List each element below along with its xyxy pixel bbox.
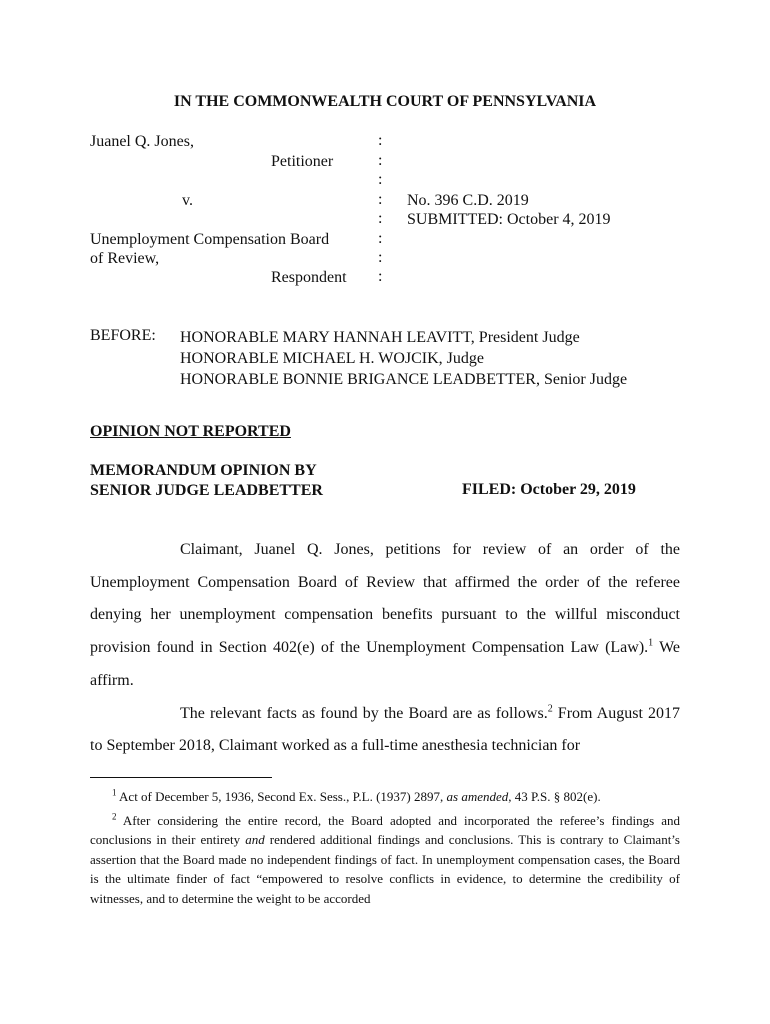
paragraph-1 [90,534,680,698]
footnote-divider [90,777,272,778]
court-title: IN THE COMMONWEALTH COURT OF PENNSYLVANIA [173,93,597,110]
respondent-name-line2: of Review, [90,250,160,267]
footnote-2 [90,811,680,909]
judge-2: HONORABLE MICHAEL H. WOJCIK, Judge [180,350,484,367]
footnotes [90,787,680,912]
memorandum-heading [90,461,323,501]
opinion-not-reported: OPINION NOT REPORTED [90,423,291,440]
submitted-date: SUBMITTED: October 4, 2019 [407,211,611,228]
petitioner-name: Juanel Q. Jones, [90,133,194,150]
memorandum-line1: MEMORANDUM OPINION BY [90,462,317,479]
opinion-body [90,534,680,763]
filed-date: FILED: October 29, 2019 [462,481,636,498]
judge-3: HONORABLE BONNIE BRIGANCE LEADBETTER, Senior Judge [180,371,628,388]
versus: v. [182,192,193,209]
caption-colon: : [378,210,383,227]
footnote-2-text-cont: rendered additional findings and conclusions. This is contrary to Claimant’s assertion that the Board made no independent findings of fact. In unemployment compensation cases, the Board is the ultimate finder of fact “empowered to resolve conflicts in evidence, to determine the credibility of witnesses, and to determine the weight to be accorded [90,832,680,906]
footnote-1-italic: as amended [446,789,509,804]
caption-colon: : [378,249,383,266]
caption-colon: : [378,230,383,247]
paragraph-1-tail: We affirm. [90,639,680,689]
respondent-name-line1: Unemployment Compensation Board [90,231,330,248]
paragraph-2 [90,698,680,763]
footnote-ref-2[interactable]: 2 [547,703,553,715]
paragraph-2-text: The relevant facts as found by the Board are as follows. [180,704,548,722]
footnote-2-number: 2 [112,811,117,822]
memorandum-line2: SENIOR JUDGE LEADBETTER [90,482,323,499]
footnote-1-number: 1 [112,787,117,798]
paragraph-1-text: Claimant, Juanel Q. Jones, petitions for review of an order of the Unemployment Compensation Board of Review that affirmed the order of the referee denying her unemployment compensation benefits pursuant to the willful misconduct provision found in Section 402(e) of the Unemployment Compensation Law (Law). [90,541,680,657]
caption-colon: : [378,268,383,285]
judges-list [180,327,627,390]
footnote-2-italic: and [245,832,265,847]
paragraph-2-tail: From August 2017 to September 2018, Claimant worked as a full-time anesthesia technician for [90,704,680,755]
caption-colon: : [378,191,383,208]
before-label: BEFORE: [90,327,156,344]
petitioner-label: Petitioner [271,153,334,170]
footnote-2-text: After considering the entire record, the Board adopted and incorporated the referee’s findings and conclusions in their entirety [90,812,680,847]
caption-colon: : [378,152,383,169]
footnote-ref-1[interactable]: 1 [648,637,654,649]
respondent-label: Respondent [271,269,347,286]
footnote-1-text: Act of December 5, 1936, Second Ex. Sess., P.L. (1937) 2897, [116,789,447,804]
caption-colon: : [378,132,383,149]
caption-colon: : [378,171,383,188]
case-number: No. 396 C.D. 2019 [407,192,529,209]
footnote-1-citation: , 43 P.S. § 802(e). [508,789,601,804]
footnote-1 [90,787,680,807]
judge-1: HONORABLE MARY HANNAH LEAVITT, President Judge [180,329,580,346]
